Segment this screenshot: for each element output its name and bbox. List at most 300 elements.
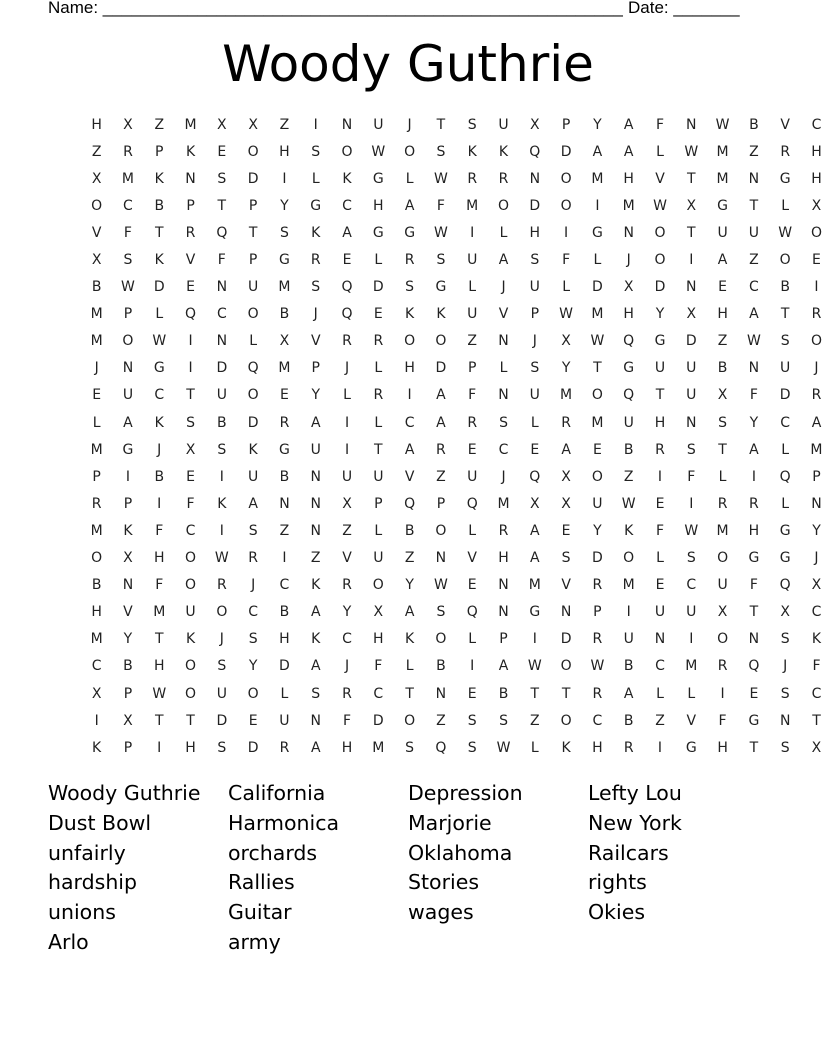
- grid-letter: J: [313, 306, 318, 323]
- grid-letter: Y: [593, 116, 602, 133]
- grid-letter: X: [561, 333, 571, 350]
- grid-letter: H: [717, 306, 728, 323]
- grid-letter: I: [94, 712, 99, 729]
- grid-letter: T: [780, 306, 790, 323]
- grid-letter: P: [123, 306, 133, 323]
- grid-letter: D: [216, 712, 228, 729]
- grid-letter: N: [310, 712, 321, 729]
- grid-letter: U: [529, 387, 540, 404]
- grid-letter: Q: [466, 495, 478, 512]
- grid-letter: D: [247, 739, 259, 756]
- grid-letter: M: [591, 306, 604, 323]
- grid-letter: D: [560, 631, 572, 648]
- grid-letter: X: [185, 441, 196, 458]
- grid-letter: O: [216, 604, 228, 621]
- grid-letter: I: [188, 360, 193, 377]
- grid-letter: L: [374, 414, 383, 431]
- grid-letter: E: [530, 441, 540, 458]
- grid-letter: X: [561, 495, 571, 512]
- grid-letter: H: [373, 197, 384, 214]
- grid-letter: K: [248, 441, 258, 458]
- grid-letter: O: [247, 306, 259, 323]
- grid-letter: N: [623, 224, 634, 241]
- grid-letter: N: [122, 577, 134, 594]
- grid-letter: R: [749, 495, 759, 512]
- grid-letter: H: [748, 522, 760, 539]
- grid-row: [81, 517, 832, 544]
- grid-letter: O: [435, 522, 447, 539]
- grid-letter: W: [433, 224, 448, 241]
- grid-letter: Z: [655, 712, 665, 729]
- grid-letter: B: [217, 414, 227, 431]
- grid-letter: P: [186, 197, 195, 214]
- grid-letter: S: [436, 143, 446, 160]
- grid-letter: S: [780, 333, 790, 350]
- grid-letter: I: [282, 170, 287, 187]
- grid-letter: S: [405, 279, 415, 296]
- grid-letter: O: [91, 197, 103, 214]
- word-bank-item: Railcars: [588, 840, 669, 865]
- word-bank-item: Marjorie: [408, 810, 492, 835]
- grid-letter: O: [404, 143, 416, 160]
- grid-letter: R: [811, 306, 822, 323]
- grid-letter: C: [811, 604, 822, 621]
- grid-letter: Z: [749, 143, 759, 160]
- grid-letter: C: [342, 197, 352, 214]
- grid-letter: Q: [779, 577, 791, 594]
- grid-letter: K: [311, 631, 321, 648]
- grid-letter: B: [780, 279, 790, 296]
- grid-letter: Z: [467, 333, 477, 350]
- word-bank-item: Stories: [408, 870, 480, 895]
- grid-letter: I: [157, 495, 162, 512]
- grid-letter: W: [715, 116, 730, 133]
- grid-letter: I: [344, 441, 350, 458]
- word-bank-item: Depression: [408, 781, 523, 805]
- grid-letter: N: [748, 360, 760, 377]
- grid-letter: S: [499, 712, 508, 729]
- grid-letter: A: [310, 658, 321, 675]
- grid-letter: Q: [529, 468, 541, 485]
- grid-letter: F: [749, 577, 758, 594]
- grid-letter: O: [247, 387, 259, 404]
- grid-letter: R: [592, 631, 603, 648]
- grid-letter: X: [780, 604, 790, 621]
- grid-letter: E: [217, 143, 227, 160]
- grid-letter: D: [592, 279, 603, 296]
- grid-letter: G: [717, 197, 729, 214]
- word-bank-item: Oklahoma: [408, 840, 513, 865]
- grid-row: [81, 626, 832, 653]
- grid-letter: U: [185, 604, 196, 621]
- word-bank-item: Arlo: [48, 929, 89, 954]
- grid-letter: I: [689, 252, 694, 269]
- grid-row: [81, 463, 832, 490]
- grid-letter: R: [811, 387, 822, 404]
- grid-letter: Y: [311, 387, 320, 404]
- grid-letter: B: [404, 522, 415, 539]
- grid-letter: A: [404, 604, 415, 621]
- grid-letter: D: [779, 387, 791, 404]
- grid-letter: I: [814, 279, 819, 296]
- grid-letter: N: [498, 387, 509, 404]
- grid-letter: T: [154, 224, 164, 241]
- grid-letter: A: [623, 116, 634, 133]
- grid-letter: K: [154, 252, 164, 269]
- grid-letter: L: [781, 441, 790, 458]
- grid-letter: Y: [123, 631, 133, 648]
- grid-letter: S: [217, 658, 227, 675]
- grid-letter: L: [656, 685, 664, 702]
- grid-letter: L: [405, 170, 414, 187]
- grid-letter: L: [656, 550, 664, 567]
- grid-letter: J: [814, 360, 819, 377]
- grid-letter: A: [123, 414, 133, 431]
- grid-letter: J: [344, 658, 350, 675]
- grid-letter: N: [498, 577, 509, 594]
- grid-letter: Z: [436, 468, 446, 485]
- grid-letter: B: [279, 604, 290, 621]
- grid-letter: O: [435, 333, 447, 350]
- grid-row: [81, 274, 832, 301]
- grid-letter: L: [468, 522, 477, 539]
- grid-row: [81, 328, 832, 355]
- grid-letter: F: [436, 197, 445, 214]
- grid-letter: I: [595, 197, 600, 214]
- grid-letter: F: [718, 712, 727, 729]
- grid-letter: P: [467, 360, 477, 377]
- grid-letter: W: [684, 143, 699, 160]
- grid-letter: U: [623, 631, 634, 648]
- grid-letter: H: [717, 739, 728, 756]
- grid-row: [81, 680, 832, 707]
- grid-letter: H: [279, 631, 290, 648]
- grid-letter: U: [341, 468, 353, 485]
- grid-letter: A: [530, 522, 540, 539]
- grid-letter: H: [623, 170, 634, 187]
- grid-letter: N: [811, 495, 822, 512]
- grid-letter: U: [279, 712, 290, 729]
- grid-letter: G: [779, 522, 791, 539]
- grid-letter: F: [217, 252, 226, 269]
- grid-letter: K: [498, 143, 509, 160]
- grid-letter: X: [811, 739, 822, 756]
- grid-letter: R: [342, 685, 352, 702]
- grid-letter: C: [373, 685, 384, 702]
- grid-letter: L: [593, 252, 602, 269]
- grid-row: [81, 734, 832, 761]
- grid-letter: S: [530, 360, 540, 377]
- grid-letter: U: [780, 360, 791, 377]
- grid-letter: J: [344, 360, 350, 377]
- grid-letter: J: [783, 658, 788, 675]
- grid-letter: A: [404, 441, 415, 458]
- grid-letter: J: [94, 360, 99, 377]
- grid-letter: M: [466, 197, 479, 214]
- grid-letter: W: [684, 522, 699, 539]
- grid-letter: C: [498, 441, 509, 458]
- grid-letter: F: [655, 116, 665, 133]
- grid-letter: X: [561, 468, 571, 485]
- grid-letter: G: [310, 197, 322, 214]
- grid-letter: X: [623, 279, 634, 296]
- grid-letter: U: [373, 468, 384, 485]
- grid-letter: V: [91, 224, 102, 241]
- grid-letter: P: [123, 495, 133, 512]
- grid-letter: F: [562, 252, 571, 269]
- grid-letter: C: [748, 279, 759, 296]
- grid-letter: E: [467, 577, 477, 594]
- grid-letter: J: [532, 333, 537, 350]
- grid-letter: H: [185, 739, 196, 756]
- grid-letter: D: [216, 360, 228, 377]
- grid-letter: R: [91, 495, 102, 512]
- grid-letter: R: [279, 739, 290, 756]
- grid-letter: A: [342, 224, 352, 241]
- grid-letter: A: [436, 387, 446, 404]
- grid-letter: O: [591, 387, 603, 404]
- grid-letter: T: [749, 604, 759, 621]
- grid-letter: L: [499, 360, 508, 377]
- grid-letter: H: [404, 360, 415, 377]
- grid-letter: R: [623, 739, 634, 756]
- grid-letter: O: [497, 197, 510, 214]
- grid-letter: C: [655, 658, 665, 675]
- word-bank-item: hardship: [48, 870, 138, 895]
- grid-letter: M: [184, 116, 197, 133]
- grid-letter: Q: [185, 306, 197, 323]
- grid-letter: Q: [529, 143, 541, 160]
- grid-letter: T: [718, 441, 727, 458]
- grid-row: [81, 653, 832, 680]
- grid-letter: H: [153, 550, 165, 567]
- grid-letter: D: [279, 658, 290, 675]
- grid-row: [81, 301, 832, 328]
- word-bank-item: orchards: [228, 840, 318, 865]
- grid-letter: P: [436, 495, 446, 512]
- grid-row: [81, 138, 832, 165]
- grid-letter: Q: [623, 333, 635, 350]
- grid-letter: S: [405, 739, 415, 756]
- grid-letter: Q: [341, 306, 353, 323]
- grid-letter: C: [404, 414, 415, 431]
- grid-letter: T: [687, 170, 696, 187]
- grid-letter: W: [152, 685, 167, 702]
- grid-letter: L: [781, 495, 790, 512]
- grid-letter: C: [592, 712, 603, 729]
- grid-letter: C: [123, 197, 133, 214]
- grid-letter: D: [592, 550, 603, 567]
- grid-letter: S: [467, 712, 477, 729]
- grid-letter: F: [155, 522, 164, 539]
- grid-letter: G: [372, 170, 384, 187]
- grid-letter: R: [498, 170, 509, 187]
- grid-letter: G: [654, 333, 666, 350]
- grid-letter: O: [560, 712, 572, 729]
- grid-letter: B: [279, 468, 290, 485]
- grid-letter: O: [185, 658, 197, 675]
- grid-letter: Q: [404, 495, 416, 512]
- grid-letter: R: [467, 414, 478, 431]
- grid-letter: M: [90, 522, 103, 539]
- grid-letter: Z: [279, 522, 290, 539]
- grid-letter: D: [529, 197, 541, 214]
- grid-letter: Z: [342, 522, 352, 539]
- grid-letter: U: [623, 414, 634, 431]
- grid-letter: I: [532, 631, 537, 648]
- grid-letter: K: [467, 143, 477, 160]
- grid-letter: L: [687, 685, 696, 702]
- grid-letter: N: [122, 360, 134, 377]
- grid-row: [81, 436, 832, 463]
- grid-letter: H: [529, 224, 541, 241]
- grid-letter: J: [157, 441, 162, 458]
- grid-letter: E: [373, 306, 383, 323]
- grid-letter: T: [749, 739, 759, 756]
- grid-letter: H: [91, 116, 102, 133]
- grid-letter: I: [157, 739, 162, 756]
- grid-letter: O: [341, 143, 353, 160]
- grid-letter: E: [467, 685, 477, 702]
- grid-letter: S: [436, 604, 446, 621]
- grid-letter: M: [497, 495, 510, 512]
- grid-letter: E: [655, 577, 665, 594]
- grid-letter: K: [624, 522, 634, 539]
- grid-letter: L: [343, 387, 351, 404]
- grid-row: [81, 572, 832, 599]
- grid-letter: O: [560, 197, 572, 214]
- grid-letter: R: [373, 387, 384, 404]
- grid-letter: L: [562, 279, 570, 296]
- grid-letter: F: [468, 387, 477, 404]
- grid-letter: X: [342, 495, 352, 512]
- grid-letter: K: [561, 739, 571, 756]
- grid-letter: X: [91, 252, 102, 269]
- grid-letter: F: [186, 495, 195, 512]
- grid-letter: E: [186, 468, 195, 485]
- page-title: Woody Guthrie: [222, 35, 594, 93]
- letter-grid: [81, 111, 832, 761]
- grid-letter: A: [561, 441, 571, 458]
- grid-letter: Y: [749, 414, 759, 431]
- grid-letter: N: [310, 522, 321, 539]
- grid-letter: M: [716, 143, 729, 160]
- grid-letter: A: [811, 414, 822, 431]
- grid-letter: R: [717, 495, 728, 512]
- word-bank: [48, 779, 768, 958]
- grid-letter: W: [371, 143, 386, 160]
- grid-letter: Z: [310, 550, 321, 567]
- grid-letter: Y: [593, 522, 602, 539]
- grid-letter: O: [810, 333, 822, 350]
- grid-letter: X: [123, 116, 133, 133]
- grid-letter: P: [123, 685, 133, 702]
- grid-letter: R: [185, 224, 196, 241]
- grid-letter: O: [435, 631, 447, 648]
- grid-letter: U: [686, 360, 697, 377]
- grid-letter: J: [407, 116, 412, 133]
- grid-letter: T: [248, 224, 258, 241]
- grid-letter: B: [154, 468, 165, 485]
- grid-letter: J: [626, 252, 631, 269]
- grid-letter: K: [123, 522, 133, 539]
- grid-letter: W: [746, 333, 761, 350]
- grid-letter: M: [372, 739, 385, 756]
- grid-letter: B: [436, 658, 446, 675]
- grid-letter: S: [186, 414, 195, 431]
- grid-letter: A: [592, 143, 603, 160]
- grid-letter: N: [310, 495, 321, 512]
- word-bank-item: unfairly: [48, 840, 126, 865]
- grid-letter: Z: [279, 116, 290, 133]
- grid-letter: D: [372, 279, 384, 296]
- grid-letter: L: [249, 333, 258, 350]
- grid-row: [81, 111, 832, 138]
- grid-letter: N: [560, 604, 572, 621]
- grid-letter: M: [90, 631, 103, 648]
- grid-row: [81, 409, 832, 436]
- word-bank-item: army: [228, 929, 281, 954]
- grid-letter: X: [217, 116, 227, 133]
- grid-letter: J: [501, 468, 506, 485]
- grid-letter: T: [749, 197, 759, 214]
- grid-letter: P: [499, 631, 508, 648]
- grid-letter: G: [122, 441, 134, 458]
- grid-letter: Q: [748, 658, 760, 675]
- grid-letter: S: [561, 550, 571, 567]
- word-bank-item: Dust Bowl: [48, 810, 152, 835]
- grid-letter: H: [279, 143, 290, 160]
- grid-letter: I: [188, 333, 193, 350]
- word-bank-item: Okies: [588, 900, 645, 925]
- grid-letter: N: [498, 333, 509, 350]
- grid-letter: U: [686, 604, 697, 621]
- grid-letter: T: [530, 685, 540, 702]
- grid-letter: G: [153, 360, 165, 377]
- grid-letter: R: [561, 414, 571, 431]
- grid-letter: X: [717, 387, 728, 404]
- grid-letter: I: [657, 468, 663, 485]
- grid-letter: F: [374, 658, 383, 675]
- grid-letter: R: [467, 170, 478, 187]
- grid-letter: B: [717, 360, 728, 377]
- grid-letter: V: [123, 604, 133, 621]
- grid-letter: U: [686, 387, 697, 404]
- grid-letter: Z: [530, 712, 540, 729]
- grid-letter: M: [278, 279, 291, 296]
- grid-letter: X: [248, 116, 258, 133]
- grid-letter: L: [530, 414, 539, 431]
- grid-letter: P: [248, 252, 258, 269]
- grid-letter: T: [561, 685, 571, 702]
- grid-letter: O: [717, 631, 729, 648]
- grid-letter: A: [436, 414, 446, 431]
- grid-letter: I: [689, 495, 694, 512]
- grid-letter: I: [564, 224, 569, 241]
- grid-letter: C: [185, 522, 196, 539]
- grid-letter: M: [591, 170, 604, 187]
- grid-letter: N: [748, 170, 760, 187]
- grid-letter: M: [528, 577, 541, 594]
- grid-letter: C: [811, 685, 822, 702]
- grid-letter: T: [593, 360, 602, 377]
- grid-letter: A: [310, 739, 321, 756]
- grid-letter: S: [279, 224, 289, 241]
- grid-letter: I: [470, 224, 475, 241]
- grid-letter: K: [811, 631, 822, 648]
- grid-letter: Z: [749, 252, 759, 269]
- grid-letter: G: [435, 279, 447, 296]
